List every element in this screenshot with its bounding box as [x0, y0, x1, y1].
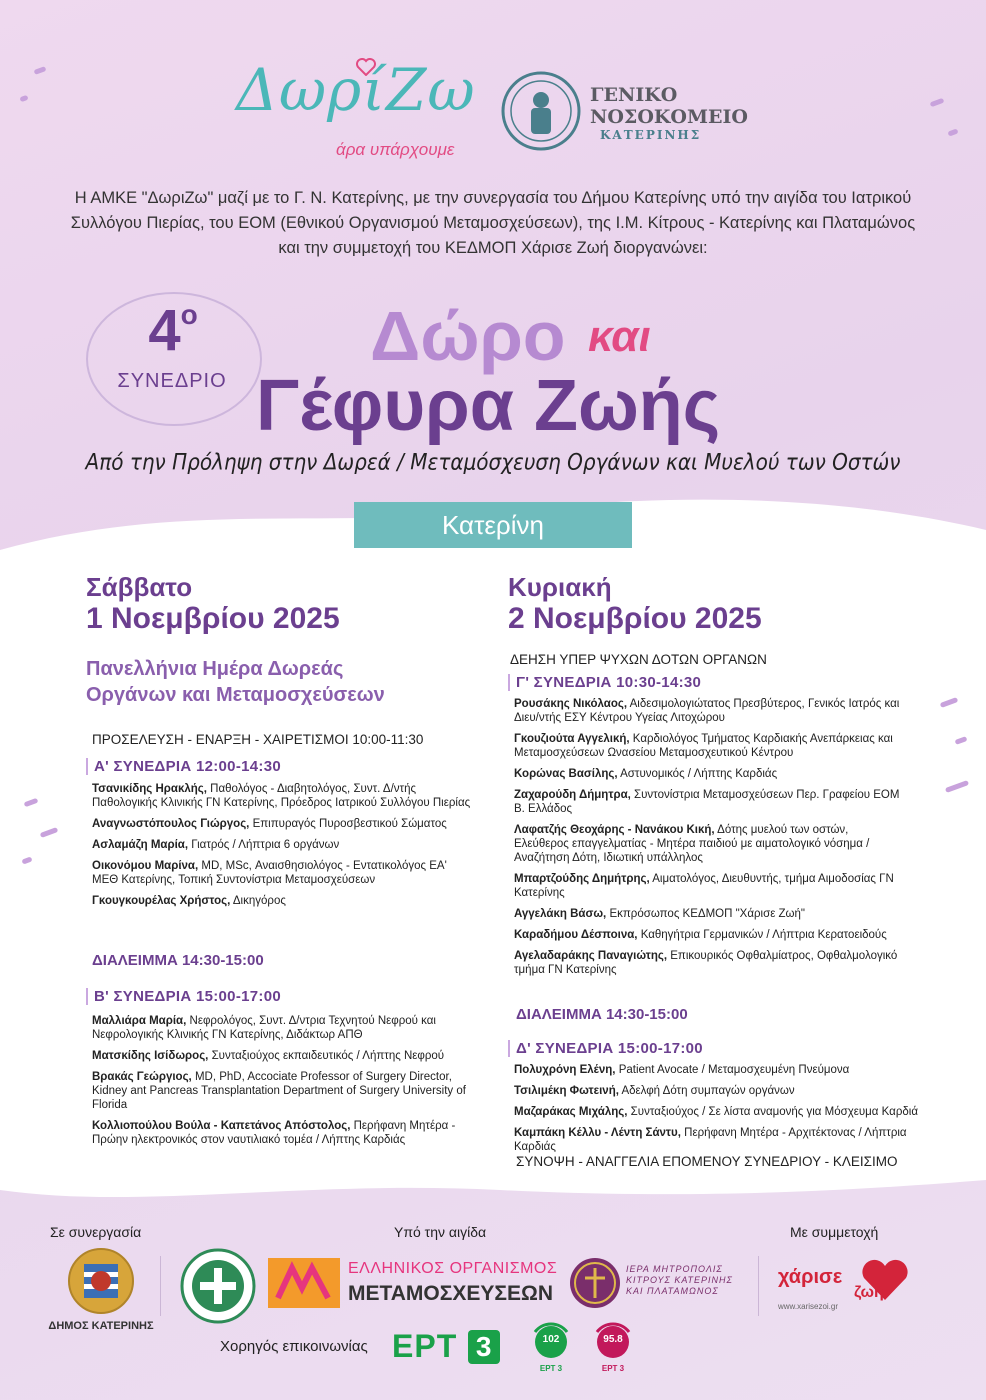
speaker-role: MD, PhD, Accociate Professor of Surgery Director, Kidney ant Pancreas Transplantation Department of Surgery University of Florida — [92, 1071, 466, 1111]
speaker-entry — [514, 1084, 924, 1098]
hospital-logo — [500, 70, 760, 160]
hospital-name-line1: ΓΕΝΙΚΟ — [590, 84, 678, 106]
speaker-entry — [514, 1126, 924, 1154]
speaker-role: Περήφανη Μητέρα - Πρώην ηλεκτρονικός στον ναυτιλιακό τομέα / Λήπτης Καρδιάς — [92, 1120, 456, 1146]
speaker-role: Συνταξιούχος εκπαιδευτικός / Λήπτης Νεφρού — [208, 1050, 445, 1062]
speaker-entry — [92, 859, 472, 887]
speaker-role: Γιατρός / Λήπτρια 6 οργάνων — [188, 839, 340, 851]
dorizo-logo-text: ΔωρίΖω — [236, 56, 476, 124]
radio-102-label: ΕΡΤ 3 — [539, 1364, 563, 1373]
speaker-entry — [92, 894, 472, 908]
radio-958-logo — [590, 1318, 636, 1380]
speaker-entry — [92, 1119, 472, 1147]
speaker-role: Αιδεσιμολογιώτατος Πρεσβύτερος, Γενικός Ιατρός και Διευ/ντής ΕΣΥ Κέντρου Υγείας Λιτοχώρου — [514, 698, 900, 724]
medical-association-icon — [180, 1248, 256, 1324]
speaker-entry — [514, 1105, 924, 1119]
day2-weekday: Κυριακή — [508, 572, 612, 602]
metropolis-logo — [568, 1256, 748, 1312]
day1-theme-line2: Οργάνων και Μεταμοσχεύσεων — [86, 684, 385, 706]
day2-closing: ΣΥΝΟΨΗ - ΑΝΑΓΓΕΛΙΑ ΕΠΟΜΕΝΟΥ ΣΥΝΕΔΡΙΟΥ - ΚΛΕΙΣΙΜΟ — [516, 1154, 898, 1169]
participation-label: Με συμμετοχή — [790, 1224, 879, 1240]
radio-958-freq: 95.8 — [603, 1334, 623, 1345]
speaker-role: Συντονίστρια Μεταμοσχεύσεων Περ. Γραφείου ΕΟΜ Β. Ελλάδος — [514, 789, 900, 815]
day2-column — [508, 572, 928, 636]
day2-date: 2 Νοεμβρίου 2025 — [508, 602, 762, 635]
speaker-name: Τσανικίδης Ηρακλής, — [92, 783, 207, 795]
speaker-name: Γκουζιούτα Αγγελική, — [514, 733, 630, 745]
speaker-role: Patient Avocate / Μεταμοσχευμένη Πνεύμονα — [615, 1064, 850, 1076]
day1-column — [86, 572, 496, 708]
municipality-name: ΔΗΜΟΣ ΚΑΤΕΡΙΝΗΣ — [48, 1320, 154, 1332]
speaker-name: Κορώνας Βασίλης, — [514, 768, 618, 780]
speaker-role: Καρδιολόγος Τμήματος Καρδιακής Ανεπάρκειας και Μεταμοσχεύσεων Ωνασείου Μεταμοσχευτικού Κέντρου — [514, 733, 893, 759]
speaker-entry — [514, 907, 904, 921]
title-and: και — [588, 312, 651, 361]
title-part2: Γέφυρα Ζωής — [256, 366, 721, 446]
speaker-name: Ρουσάκης Νικόλαος, — [514, 698, 628, 710]
speaker-entry — [92, 838, 472, 852]
speaker-entry — [514, 697, 904, 725]
divider-1 — [160, 1256, 161, 1316]
media-sponsor-label: Χορηγός επικοινωνίας — [220, 1338, 368, 1355]
metropolis-line1: ΙΕΡΑ ΜΗΤΡΟΠΟΛΙΣ — [626, 1264, 723, 1274]
speaker-name: Μαλλιάρα Μαρία, — [92, 1015, 187, 1027]
hospital-name-line2: ΝΟΣΟΚΟΜΕΙΟ — [590, 106, 748, 128]
city-banner: Κατερίνη — [354, 502, 632, 548]
radio-958-label: ΕΡΤ 3 — [601, 1364, 625, 1373]
speaker-entry — [514, 767, 904, 781]
speaker-entry — [514, 949, 904, 977]
xarise-zoi-logo — [776, 1258, 916, 1318]
conference-number — [128, 300, 218, 362]
speaker-name: Κολλιοπούλου Βούλα - Καπετάνος Απόστολος, — [92, 1120, 351, 1132]
metropolis-emblem-icon — [568, 1256, 622, 1310]
speaker-name: Ασλαμάζη Μαρία, — [92, 839, 189, 851]
speaker-name: Αναγνωστόπουλος Γιώργος, — [92, 818, 250, 830]
session-c-list — [514, 697, 904, 984]
speaker-name: Ζαχαρούδη Δήμητρα, — [514, 789, 631, 801]
ert-number: 3 — [468, 1330, 500, 1364]
eom-emblem-icon — [268, 1258, 340, 1308]
speaker-entry — [514, 1063, 924, 1077]
speaker-entry — [92, 817, 472, 831]
session-a-list — [92, 782, 472, 915]
dorizo-logo — [236, 56, 486, 176]
eom-line2: ΜΕΤΑΜΟΣΧΕΥΣΕΩΝ — [348, 1282, 553, 1305]
subtitle: Από την Πρόληψη στην Δωρεά / Μεταμόσχευση Οργάνων και Μυελού των Οστών — [85, 448, 901, 476]
conference-number-value: 4 — [148, 298, 181, 363]
intro-paragraph: Η ΑΜΚΕ "ΔωριΖω" μαζί με το Γ. Ν. Κατερίνης, με την συνεργασία του Δήμου Κατερίνης υπό την αιγίδα του Ιατρικού Συλλόγου Πιερίας, του ΕΟΜ (Εθνικού Οργανισμού Μεταμοσχεύσεων), της Ι.Μ. Κίτρους - Κατερίνης και Πλαταμώνος και την συμμετοχή του ΚΕΔΜΟΠ Χάρισε Ζωή διοργανώνει: — [70, 189, 916, 257]
eom-line1: ΕΛΛΗΝΙΚΟΣ ΟΡΓΑΝΙΣΜΟΣ — [348, 1260, 558, 1277]
speaker-name: Ματσκίδης Ισίδωρος, — [92, 1050, 209, 1062]
speaker-name: Λαφατζής Θεοχάρης - Νανάκου Κική, — [514, 824, 715, 836]
speaker-name: Αγελαδαράκης Παναγιώτης, — [514, 950, 668, 962]
session-c-title: Γ' ΣΥΝΕΔΡΙΑ 10:30-14:30 — [508, 674, 701, 691]
speaker-name: Τσιλιμέκη Φωτεινή, — [514, 1085, 619, 1097]
metropolis-line2: ΚΙΤΡΟΥΣ ΚΑΤΕΡΙΝΗΣ — [626, 1275, 733, 1285]
speaker-name: Καμπάκη Κέλλυ - Λέντη Σάντυ, — [514, 1127, 681, 1139]
speaker-entry — [514, 928, 904, 942]
speaker-name: Αγγελάκη Βάσω, — [514, 908, 607, 920]
speaker-entry — [514, 823, 904, 865]
speaker-role: Αστυνομικός / Λήπτης Καρδιάς — [617, 768, 778, 780]
conference-label: ΣΥΝΕΔΡΙΟ — [117, 370, 227, 392]
session-a-title: Α' ΣΥΝΕΔΡΙΑ 12:00-14:30 — [86, 758, 281, 775]
speaker-entry — [514, 872, 904, 900]
speaker-role: Αδελφή Δότη συμπαγών οργάνων — [618, 1085, 795, 1097]
speaker-name: Οικονόμου Μαρίνα, — [92, 860, 199, 872]
speaker-entry — [514, 732, 904, 760]
speaker-name: Πολυχρόνη Ελένη, — [514, 1064, 616, 1076]
eom-logo — [268, 1258, 558, 1310]
speaker-role: Εκπρόσωπος ΚΕΔΜΟΠ "Χάρισε Ζωή" — [606, 908, 806, 920]
xarise-url: www.xarisezoi.gr — [778, 1302, 839, 1311]
speaker-name: Βρακάς Γεώργιος, — [92, 1071, 192, 1083]
session-b-title: Β' ΣΥΝΕΔΡΙΑ 15:00-17:00 — [86, 988, 281, 1005]
collab-label: Σε συνεργασία — [50, 1224, 142, 1240]
hospital-emblem-icon — [500, 70, 582, 152]
municipality-logo — [46, 1246, 156, 1334]
day1-break: ΔΙΑΛΕΙΜΜΑ 14:30-15:00 — [92, 952, 264, 969]
day1-weekday: Σάββατο — [86, 572, 193, 602]
speaker-role: Δότης μυελού των οστών, Ελεύθερος επαγγελματίας - Μητέρα παιδιού με αιματολογικό νόσημα / Αναζήτηση Δότη, Ιδιωτική υπάλληλος — [514, 824, 870, 864]
auspices-label: Υπό την αιγίδα — [394, 1224, 487, 1240]
session-d-title: Δ' ΣΥΝΕΔΡΙΑ 15:00-17:00 — [508, 1040, 703, 1057]
speaker-entry — [514, 788, 904, 816]
divider-2 — [758, 1256, 759, 1316]
speaker-name: Μπαρτζούδης Δημήτρης, — [514, 873, 650, 885]
speaker-role: Καθηγήτρια Γερμανικών / Λήπτρια Κερατοειδούς — [637, 929, 887, 941]
day2-break: ΔΙΑΛΕΙΜΜΑ 14:30-15:00 — [516, 1006, 688, 1023]
speaker-name: Γκουγκουρέλας Χρήστος, — [92, 895, 231, 907]
speaker-role: MD, MSc, Αναισθησιολόγος - Εντατικολόγος ΕΑ' ΜΕΘ Κατερίνης, Τοπική Συντονίστρια Μεταμοσχεύσεων — [92, 860, 447, 886]
speaker-entry — [92, 1070, 472, 1112]
day1-theme-line1: Πανελλήνια Ημέρα Δωρεάς — [86, 658, 344, 680]
hospital-name-line3: ΚΑΤΕΡΙΝΗΣ — [600, 128, 702, 142]
radio-102-freq: 102 — [542, 1334, 560, 1345]
xarise-word: χάρισε — [778, 1266, 843, 1288]
session-d-list — [514, 1063, 924, 1161]
ert-text: ΕΡΤ — [392, 1328, 458, 1364]
speaker-role: Περήφανη Μητέρα - Αρχιτέκτονας / Λήπτρια Καρδιάς — [514, 1127, 907, 1153]
ert3-logo — [392, 1328, 500, 1368]
speaker-entry — [92, 1014, 472, 1042]
speaker-role: Επιπυραγός Πυροσβεστικού Σώματος — [249, 818, 447, 830]
day2-memorial: ΔΕΗΣΗ ΥΠΕΡ ΨΥΧΩΝ ΔΟΤΩΝ ΟΡΓΑΝΩΝ — [510, 652, 767, 667]
speaker-entry — [92, 1049, 472, 1063]
speaker-entry — [92, 782, 472, 810]
speaker-role: Δικηγόρος — [230, 895, 286, 907]
speaker-role: Παθολόγος - Διαβητολόγος, Συντ. Δ/ντής Παθολογικής Κλινικής ΓΝ Κατερίνης, Πρόεδρος Ιατρικού Συλλόγου Πιερίας — [92, 783, 471, 809]
speaker-role: Αιματολόγος, Διευθυντής, τμήμα Αιμοδοσίας ΓΝ Κατερίνης — [514, 873, 894, 899]
dorizo-tagline: άρα υπάρχουμε — [336, 140, 455, 159]
radio-102-logo — [528, 1318, 574, 1380]
xarise-zoi-word: ζωή — [854, 1284, 884, 1301]
conference-ordinal: ο — [180, 299, 198, 330]
speaker-role: Επικουρικός Οφθαλμίατρος, Οφθαλμολογικό τμήμα ΓΝ Κατερίνης — [514, 950, 898, 976]
heart-icon — [356, 58, 376, 76]
municipality-emblem-icon — [66, 1246, 136, 1316]
day1-date: 1 Νοεμβρίου 2025 — [86, 602, 340, 635]
speaker-name: Μαζαράκας Μιχάλης, — [514, 1106, 628, 1118]
speaker-role: Νεφρολόγος, Συντ. Δ/ντρια Τεχνητού Νεφρού και Νεφρολογικής Κλινικής ΓΝ Κατερίνης, Διδάκτωρ ΑΠΘ — [92, 1015, 436, 1041]
speaker-name: Καραδήμου Δέσποινα, — [514, 929, 638, 941]
metropolis-line3: ΚΑΙ ΠΛΑΤΑΜΩΝΟΣ — [626, 1286, 719, 1296]
speaker-role: Συνταξιούχος / Σε λίστα αναμονής για Μόσχευμα Καρδιά — [627, 1106, 918, 1118]
day1-opening: ΠΡΟΣΕΛΕΥΣΗ - ΕΝΑΡΞΗ - ΧΑΙΡΕΤΙΣΜΟΙ 10:00-11:30 — [92, 732, 424, 747]
session-b-list — [92, 1014, 472, 1154]
title-part1: Δώρο — [370, 297, 566, 375]
